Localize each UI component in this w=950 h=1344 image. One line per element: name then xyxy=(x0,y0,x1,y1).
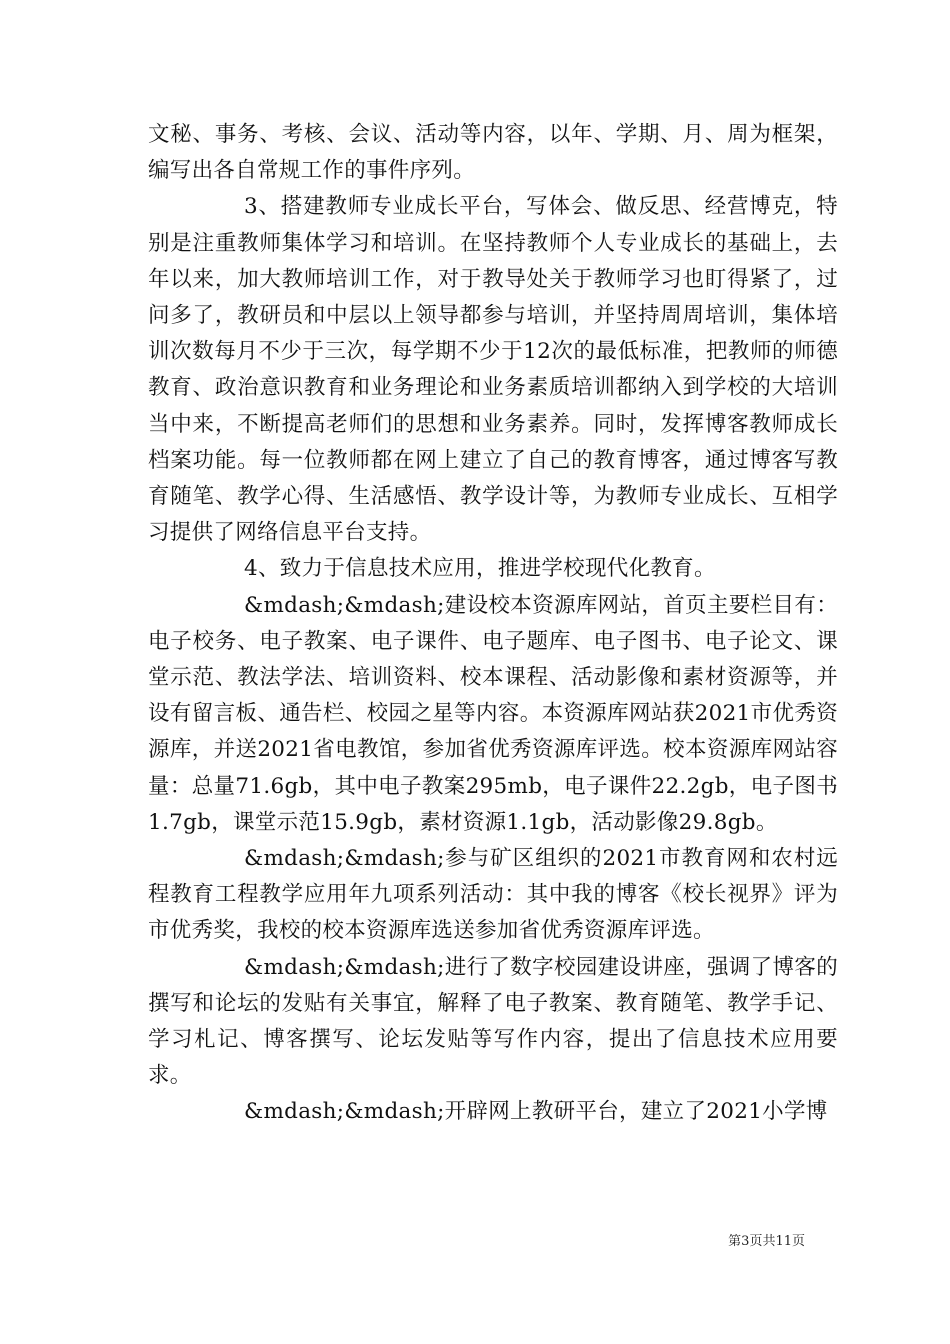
paragraph-it-application: 4、致力于信息技术应用，推进学校现代化教育。 xyxy=(244,556,716,582)
paragraph-online-research-platform: &mdash;&mdash;开辟网上教研平台，建立了2021小学博 xyxy=(244,1099,828,1125)
document-body xyxy=(148,117,838,1131)
paragraph-teacher-growth-platform: 3、搭建教师专业成长平台，写体会、做反思、经营博克，特别是注重教师集体学习和培训。在坚持教师个人专业成长的基础上，去年以来，加大教师培训工作，对于教导处关于教师学习也盯得紧了，过问多了，教研员和中层以上领导都参与培训，并坚持周周培训，集体培训次数每月不少于三次，每学期不少于12次的最低标准，把教师的师德教育、政治意识教育和业务理论和业务素质培训都纳入到学校的大培训当中来，不断提高老师们的思想和业务素养。同时，发挥博客教师成长档案功能。每一位教师都在网上建立了自己的教育博客，通过博客写教育随笔、教学心得、生活感悟、教学设计等，为教师专业成长、互相学习提供了网络信息平台支持。 xyxy=(148,194,838,546)
paragraph-digital-campus-lecture: &mdash;&mdash;进行了数字校园建设讲座，强调了博客的撰写和论坛的发贴有关事宜，解释了电子教案、教育随笔、教学手记、学习札记、博客撰写、论坛发贴等写作内容，提出了信息技术应用要求。 xyxy=(148,954,838,1089)
page-number-footer: 第3页共11页 xyxy=(728,1234,805,1249)
paragraph-continuation: 文秘、事务、考核、会议、活动等内容，以年、学期、月、周为框架，编写出各自常规工作的事件序列。 xyxy=(148,122,838,184)
paragraph-resource-website: &mdash;&mdash;建设校本资源库网站，首页主要栏目有：电子校务、电子教案、电子课件、电子题库、电子图书、电子论文、课堂示范、教法学法、培训资料、校本课程、活动影像和素材资源等，并设有留言板、通告栏、校园之星等内容。本资源库网站获2021市优秀资源库，并送2021省电教馆，参加省优秀资源库评选。校本资源库网站容量：总量71.6gb，其中电子教案295mb，电子课件22.2gb，电子图书1.7gb，课堂示范15.9gb，素材资源1.1gb，活动影像29.8gb。 xyxy=(148,592,838,835)
paragraph-district-activities: &mdash;&mdash;参与矿区组织的2021市教育网和农村远程教育工程教学应用年九项系列活动：其中我的博客《校长视界》评为市优秀奖，我校的校本资源库选送参加省优秀资源库评选。 xyxy=(148,846,838,944)
